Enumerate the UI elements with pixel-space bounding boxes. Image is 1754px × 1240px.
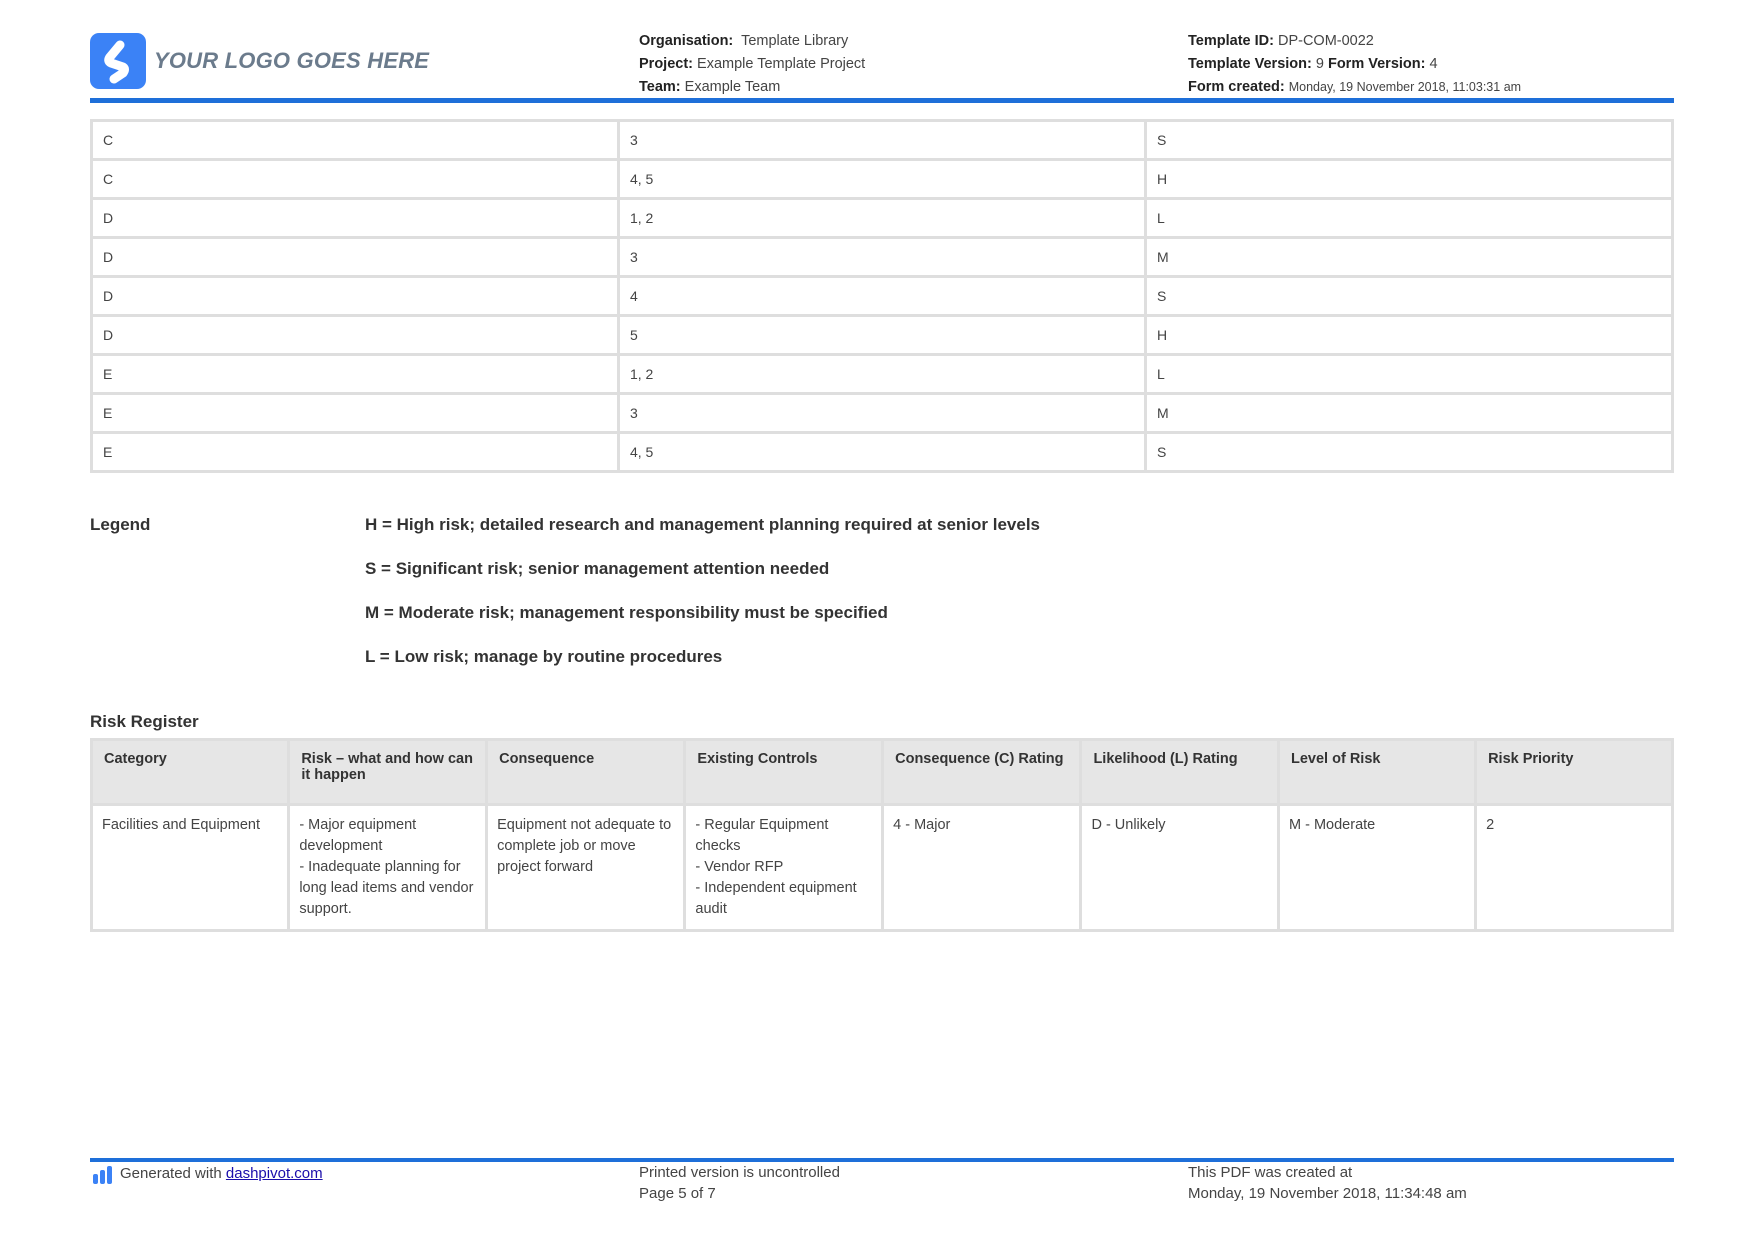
column-header: Level of Risk bbox=[1280, 741, 1474, 803]
logo bbox=[90, 33, 429, 89]
table-row bbox=[93, 161, 1671, 197]
control-line: - Vendor RFP bbox=[695, 859, 784, 875]
logo-text: YOUR LOGO GOES HERE bbox=[154, 48, 430, 73]
table-row bbox=[93, 317, 1671, 353]
legend-list bbox=[365, 515, 1040, 691]
table-cell: H bbox=[1147, 317, 1671, 353]
table-cell: M bbox=[1147, 395, 1671, 431]
form-created-value: Monday, 19 November 2018, 11:03:31 am bbox=[1288, 80, 1522, 94]
table-row bbox=[93, 239, 1671, 275]
risk-cell bbox=[290, 806, 485, 929]
table-cell: C bbox=[93, 161, 617, 197]
form-version-value: 4 bbox=[1429, 56, 1438, 72]
created-date: Monday, 19 November 2018, 11:34:48 am bbox=[1188, 1185, 1467, 1202]
header-template-info bbox=[1188, 30, 1521, 99]
column-header: Risk – what and how can it happen bbox=[290, 741, 485, 803]
column-header: Category bbox=[93, 741, 287, 803]
risk-register-title: Risk Register bbox=[90, 712, 199, 731]
legend-item-high: H = High risk; detailed research and management planning required at senior levels bbox=[365, 515, 1041, 534]
table-cell: H bbox=[1147, 161, 1671, 197]
table-row bbox=[93, 395, 1671, 431]
table-cell: 3 bbox=[620, 239, 1144, 275]
table-cell: 3 bbox=[620, 122, 1144, 158]
project-label: Project: bbox=[639, 56, 693, 72]
legend-item-low: L = Low risk; manage by routine procedures bbox=[365, 647, 723, 666]
table-cell: C bbox=[93, 122, 617, 158]
logo-icon bbox=[90, 33, 146, 89]
table-cell: D bbox=[93, 317, 617, 353]
control-line: - Independent equipment audit bbox=[695, 880, 857, 917]
team-value: Example Team bbox=[684, 79, 781, 95]
template-id-value: DP-COM-0022 bbox=[1277, 33, 1374, 49]
risk-line: - Major equipment development bbox=[299, 817, 417, 854]
table-cell: M bbox=[1147, 239, 1671, 275]
table-cell: 1, 2 bbox=[620, 200, 1144, 236]
table-row bbox=[93, 806, 1671, 929]
likelihood-rating-cell: D - Unlikely bbox=[1082, 806, 1277, 929]
consequence-rating-cell: 4 - Major bbox=[884, 806, 1079, 929]
footer-generated bbox=[92, 1163, 323, 1190]
org-label: Organisation: bbox=[639, 33, 734, 49]
table-header-row bbox=[93, 741, 1671, 803]
table-cell: E bbox=[93, 356, 617, 392]
table-cell: D bbox=[93, 239, 617, 275]
table-cell: S bbox=[1147, 278, 1671, 314]
risk-register-table bbox=[90, 738, 1674, 932]
team-label: Team: bbox=[639, 79, 681, 95]
risk-priority-cell: 2 bbox=[1477, 806, 1671, 929]
page-number: Page 5 of 7 bbox=[639, 1185, 716, 1202]
table-row bbox=[93, 200, 1671, 236]
legend-item-moderate: M = Moderate risk; management responsibility must be specified bbox=[365, 603, 888, 622]
template-version-label: Template Version: bbox=[1188, 56, 1312, 72]
table-row bbox=[93, 278, 1671, 314]
header-project-info bbox=[639, 30, 865, 99]
table-cell: L bbox=[1147, 356, 1671, 392]
risk-rating-table bbox=[90, 119, 1674, 473]
column-header: Likelihood (L) Rating bbox=[1082, 741, 1277, 803]
column-header: Consequence bbox=[488, 741, 683, 803]
category-cell: Facilities and Equipment bbox=[93, 806, 287, 929]
template-id-label: Template ID: bbox=[1188, 33, 1274, 49]
table-row bbox=[93, 122, 1671, 158]
table-cell: 1, 2 bbox=[620, 356, 1144, 392]
table-cell: D bbox=[93, 278, 617, 314]
table-cell: 5 bbox=[620, 317, 1144, 353]
header-divider bbox=[90, 98, 1674, 103]
table-cell: D bbox=[93, 200, 617, 236]
table-cell: L bbox=[1147, 200, 1671, 236]
control-line: - Regular Equipment checks bbox=[695, 817, 829, 854]
legend-item-significant: S = Significant risk; senior management attention needed bbox=[365, 559, 830, 578]
table-cell: S bbox=[1147, 434, 1671, 470]
table-cell: 4, 5 bbox=[620, 161, 1144, 197]
dashpivot-icon bbox=[92, 1166, 114, 1190]
column-header: Consequence (C) Rating bbox=[884, 741, 1079, 803]
table-cell: E bbox=[93, 434, 617, 470]
controls-cell bbox=[686, 806, 881, 929]
page-header bbox=[90, 28, 1674, 100]
table-cell: 4 bbox=[620, 278, 1144, 314]
table-row bbox=[93, 434, 1671, 470]
table-cell: S bbox=[1147, 122, 1671, 158]
created-label: This PDF was created at bbox=[1188, 1164, 1353, 1181]
consequence-cell: Equipment not adequate to complete job or move project forward bbox=[488, 806, 683, 929]
template-version-value: 9 bbox=[1315, 56, 1324, 72]
column-header: Existing Controls bbox=[686, 741, 881, 803]
org-value: Template Library bbox=[741, 33, 849, 49]
table-cell: E bbox=[93, 395, 617, 431]
footer-page-info bbox=[639, 1162, 840, 1204]
legend-title: Legend bbox=[90, 515, 151, 534]
table-row bbox=[93, 356, 1671, 392]
table-cell: 4, 5 bbox=[620, 434, 1144, 470]
risk-line: - Inadequate planning for long lead items and vendor support. bbox=[299, 859, 474, 917]
form-created-label: Form created: bbox=[1188, 79, 1285, 95]
uncontrolled-note: Printed version is uncontrolled bbox=[639, 1164, 840, 1181]
column-header: Risk Priority bbox=[1477, 741, 1671, 803]
level-of-risk-cell: M - Moderate bbox=[1280, 806, 1474, 929]
table-cell: 3 bbox=[620, 395, 1144, 431]
footer-created bbox=[1188, 1162, 1467, 1204]
dashpivot-link[interactable]: dashpivot.com bbox=[225, 1165, 323, 1182]
generated-prefix: Generated with bbox=[120, 1165, 222, 1182]
project-value: Example Template Project bbox=[697, 56, 866, 72]
form-version-label: Form Version: bbox=[1327, 56, 1426, 72]
